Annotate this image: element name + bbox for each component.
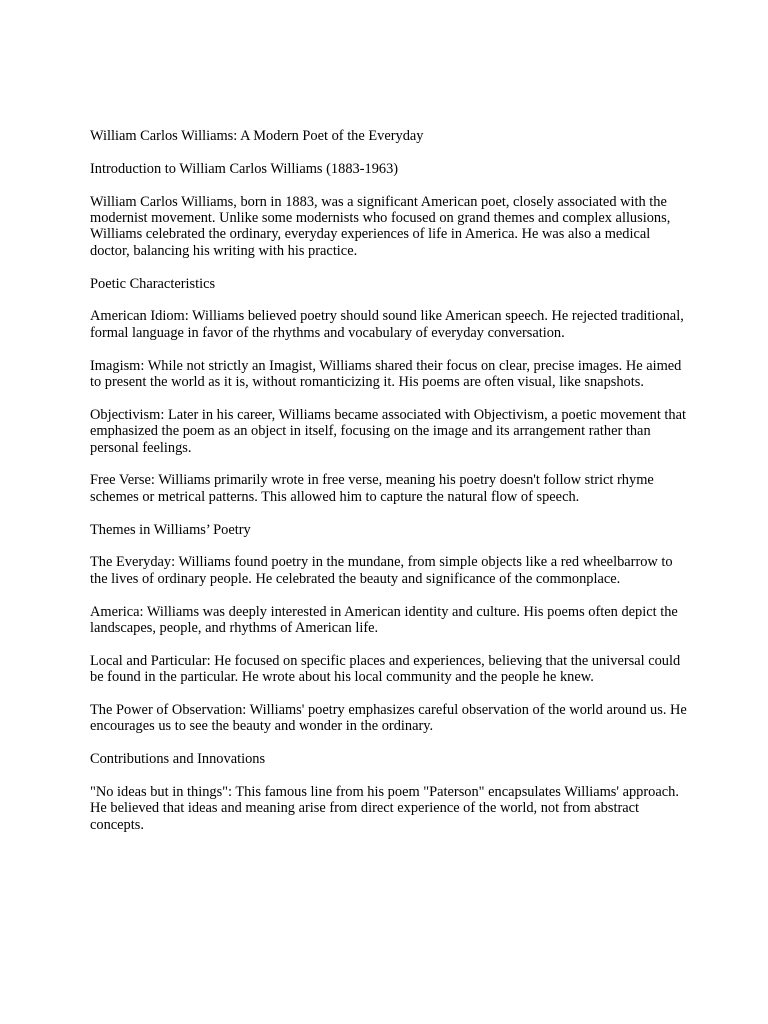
theme-item-observation: The Power of Observation: Williams' poetry emphasizes careful observation of the world around us. He encourages us to see the beauty and wonder in the ordinary. — [90, 702, 687, 735]
theme-item-america: America: Williams was deeply interested in American identity and culture. His poems often depict the landscapes, people, and rhythms of American life. — [90, 603, 678, 637]
contribution-item-no-ideas: "No ideas but in things": This famous line from his poem "Paterson" encapsulates Williams' approach. He believed that ideas and meaning arise from direct experience of the world, not from abstract concepts. — [90, 784, 679, 833]
contributions-heading: Contributions and Innovations — [90, 751, 266, 768]
intro-paragraph: William Carlos Williams, born in 1883, was a significant American poet, closely associated with the modernist movement. Unlike some modernists who focused on grand themes and complex allusions, Williams celebrated the ordinary, everyday experiences of life in America. He was also a medical doctor, balancing his writing with his practice. — [90, 193, 671, 259]
theme-item-local-particular: Local and Particular: He focused on specific places and experiences, believing that the universal could be found in the particular. He wrote about his local community and the people he knew. — [90, 652, 681, 686]
poetic-item-objectivism: Objectivism: Later in his career, Williams became associated with Objectivism, a poetic movement that emphasized the poem as an object in itself, focusing on the image and its arrangement rather than personal feelings. — [90, 406, 687, 456]
theme-item-everyday: The Everyday: Williams found poetry in the mundane, from simple objects like a red wheelbarrow to the lives of ordinary people. He celebrated the beauty and significance of the commonplace. — [90, 554, 673, 587]
document-page — [90, 128, 690, 850]
themes-heading: Themes in Williams’ Poetry — [90, 521, 251, 538]
poetic-item-free-verse: Free Verse: Williams primarily wrote in free verse, meaning his poetry doesn't follow strict rhyme schemes or metrical patterns. This allowed him to capture the natural flow of speech. — [90, 472, 654, 505]
poetic-item-american-idiom: American Idiom: Williams believed poetry should sound like American speech. He rejected traditional, formal language in favor of the rhythms and vocabulary of everyday conversation. — [90, 308, 684, 341]
poetic-characteristics-heading: Poetic Characteristics — [90, 275, 216, 292]
poetic-item-imagism: Imagism: While not strictly an Imagist, Williams shared their focus on clear, precise images. He aimed to present the world as it is, without romanticizing it. His poems are often visual, like snapshots. — [90, 357, 682, 391]
intro-heading: Introduction to William Carlos Williams (1883-1963) — [90, 160, 399, 177]
document-title: William Carlos Williams: A Modern Poet of the Everyday — [90, 128, 424, 144]
